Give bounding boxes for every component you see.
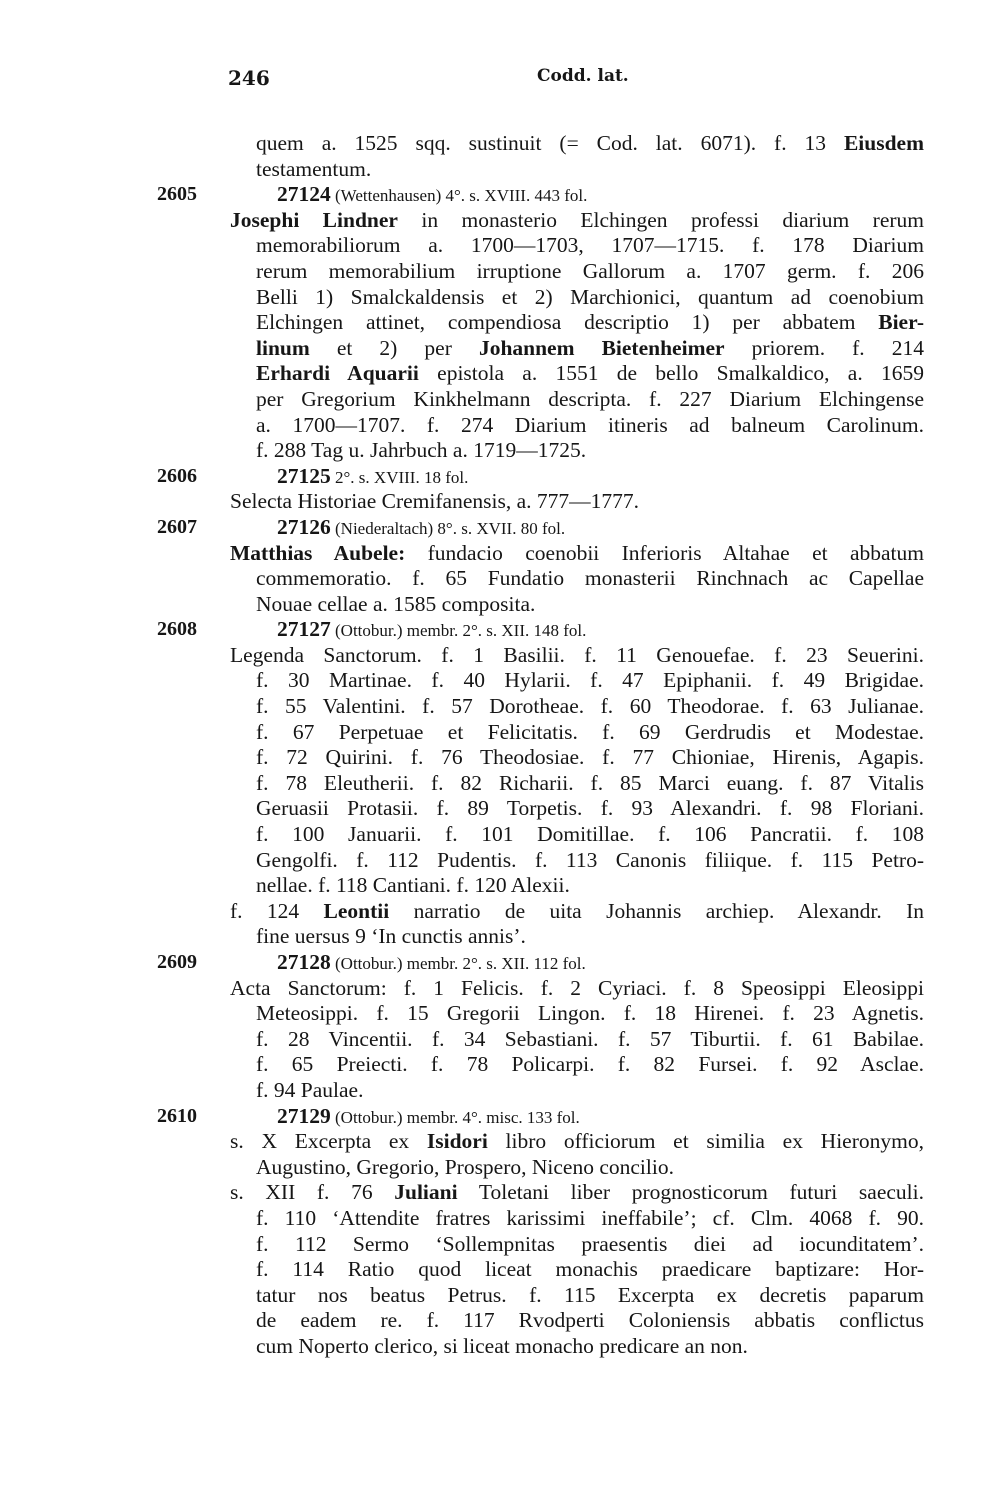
text-line [0,157,1000,183]
line-text: f. 67 Perpetuae et Felicitatis. f. 69 Gerdrudis et Modestae. [256,719,924,744]
text-line [0,489,1000,515]
text-line [0,541,1000,567]
line-text: Josephi Lindner in monasterio Elchingen professi diarium rerum [230,207,924,232]
text-line [0,899,1000,925]
bold-name: Matthias Aubele: [230,540,406,565]
text-line [0,336,1000,362]
shelfmark: 27129 [277,1103,331,1128]
text-line [0,1155,1000,1181]
bold-name: Bier- [878,310,924,335]
bold-name: Eiusdem [843,131,924,155]
text-line [0,745,1000,771]
entry-heading-line [0,182,1000,208]
line-text: f. 72 Quirini. f. 76 Theodosiae. f. 77 Chioniae, Hirenis, Agapis. [256,745,924,770]
line-text: Selecta Historiae Cremifanensis, a. 777—1777. [230,489,639,514]
shelfmark-details: (Ottobur.) membr. 2°. s. XII. 148 fol. [330,621,587,641]
shelfmark: 27124 [277,182,331,207]
text-line [0,848,1000,874]
text-line [0,720,1000,746]
text-line [0,1334,1000,1360]
line-text: memorabiliorum a. 1700—1703, 1707—1715. f. 178 Diarium [256,233,924,258]
page-number: 246 [228,66,270,90]
line-text: f. 78 Eleutherii. f. 82 Richarii. f. 85 Marci euang. f. 87 Vitalis [256,770,924,795]
entry-heading-line [0,617,1000,643]
text-line [0,694,1000,720]
text-line [0,1027,1000,1053]
entry-number: 2608 [157,618,197,641]
shelfmark-line [277,182,587,209]
line-text: s. X Excerpta ex Isidori libro officiorum et similia ex Hieronymo, [230,1129,924,1154]
text-line [0,1308,1000,1334]
text-line [0,1052,1000,1078]
shelfmark-details: 2°. s. XVIII. 18 fol. [330,467,469,487]
shelfmark-line [277,1104,580,1131]
text-line [0,208,1000,234]
bold-name: Johannem Bietenheimer [478,335,725,360]
line-text: f. 30 Martinae. f. 40 Hylarii. f. 47 Epiphanii. f. 49 Brigidae. [256,668,924,693]
shelfmark-line [277,515,565,542]
text-line [0,873,1000,899]
text-line [0,131,1000,157]
entry-number: 2609 [157,951,197,973]
entry-heading-line [0,515,1000,541]
entry-number: 2605 [157,183,197,206]
line-text: tatur nos beatus Petrus. f. 115 Excerpta ex decretis paparum [256,1282,924,1307]
text-line [0,361,1000,387]
line-text: quem a. 1525 sqq. sustinuit (= Cod. lat. 6071). f. 13 Eiusdem [256,131,924,155]
bold-name: linum [256,335,310,360]
line-text: s. XII f. 76 Juliani Toletani liber prognosticorum futuri saeculi. [230,1180,924,1205]
shelfmark: 27127 [277,617,331,642]
bold-name: Leontii [323,898,390,923]
line-text: f. 65 Preiecti. f. 78 Policarpi. f. 82 Fursei. f. 92 Asclae. [256,1052,924,1077]
running-title: Codd. lat. [537,66,629,86]
shelfmark: 27125 [277,463,331,488]
bold-name: Josephi Lindner [230,207,398,232]
running-head [0,66,1000,94]
line-text: Elchingen attinet, compendiosa descriptio 1) per abbatem Bier- [256,310,924,335]
line-text: Augustino, Gregorio, Prospero, Niceno concilio. [256,1154,674,1179]
shelfmark-line [277,464,468,491]
shelfmark-details: (Niederaltach) 8°. s. XVII. 80 fol. [330,518,566,538]
text-line [0,233,1000,259]
text-line [0,822,1000,848]
catalogue-text [0,131,1000,1360]
bold-name: Juliani [394,1180,458,1205]
line-text: de eadem re. f. 117 Rvodperti Coloniensis abbatis conflictus [256,1308,924,1333]
line-text: f. 114 Ratio quod liceat monachis praedicare baptizare: Hor- [256,1257,924,1282]
text-line [0,1001,1000,1027]
line-text: rerum memorabilium irruptione Gallorum a. 1707 germ. f. 206 [256,258,924,283]
line-text: a. 1700—1707. f. 274 Diarium itineris ad balneum Carolinum. [256,412,924,437]
text-line [0,924,1000,950]
text-line [0,310,1000,336]
text-line [0,1129,1000,1155]
entry-heading-line [0,1104,1000,1130]
text-line [0,259,1000,285]
shelfmark-details: (Wettenhausen) 4°. s. XVIII. 443 fol. [330,186,588,206]
shelfmark-line [277,950,586,977]
bold-name: Isidori [426,1129,488,1154]
entry-heading-line [0,950,1000,976]
line-text: testamentum. [256,156,372,181]
text-line [0,285,1000,311]
text-line [0,413,1000,439]
line-text: Nouae cellae a. 1585 composita. [256,591,536,616]
line-text: Acta Sanctorum: f. 1 Felicis. f. 2 Cyriaci. f. 8 Speosippi Eleosippi [230,975,924,1000]
line-text: nellae. f. 118 Cantiani. f. 120 Alexii. [256,873,570,898]
line-text: f. 112 Sermo ‘Sollempnitas praesentis diei ad iocunditatem’. [256,1231,924,1256]
shelfmark-line [277,617,586,644]
text-line [0,1232,1000,1258]
line-text: linum et 2) per Johannem Bietenheimer priorem. f. 214 [256,335,925,360]
shelfmark-details: (Ottobur.) membr. 4°. misc. 133 fol. [330,1107,580,1127]
shelfmark: 27126 [277,514,331,539]
text-line [0,1257,1000,1283]
text-line [0,1180,1000,1206]
line-text: Gengolfi. f. 112 Pudentis. f. 113 Canonis filiique. f. 115 Petro- [256,847,924,872]
line-text: cum Noperto clerico, si liceat monacho predicare an non. [256,1333,748,1358]
text-line [0,668,1000,694]
text-line [0,566,1000,592]
text-line [0,643,1000,669]
text-line [0,592,1000,618]
bold-name: Erhardi Aquarii [256,361,419,386]
line-text: f. 124 Leontii narratio de uita Johannis archiep. Alexandr. In [230,898,924,923]
entry-number: 2606 [157,464,197,487]
line-text: f. 288 Tag u. Jahrbuch a. 1719—1725. [256,438,587,463]
text-line [0,771,1000,797]
line-text: Legenda Sanctorum. f. 1 Basilii. f. 11 Genouefae. f. 23 Seuerini. [230,642,924,667]
text-line [0,1283,1000,1309]
line-text: Meteosippi. f. 15 Gregorii Lingon. f. 18 Hirenei. f. 23 Agnetis. [256,1001,924,1026]
line-text: Geruasii Protasii. f. 89 Torpetis. f. 93 Alexandri. f. 98 Floriani. [256,796,924,821]
shelfmark-details: (Ottobur.) membr. 2°. s. XII. 112 fol. [330,954,586,973]
entry-heading-line [0,464,1000,490]
line-text: f. 100 Januarii. f. 101 Domitillae. f. 106 Pancratii. f. 108 [256,822,924,847]
line-text: f. 55 Valentini. f. 57 Dorotheae. f. 60 Theodorae. f. 63 Julianae. [256,694,924,719]
line-text: commemoratio. f. 65 Fundatio monasterii Rinchnach ac Capellae [256,566,924,591]
line-text: f. 110 ‘Attendite fratres karissimi ineffabile’; cf. Clm. 4068 f. 90. [256,1205,924,1230]
text-line [0,1078,1000,1104]
text-line [0,1206,1000,1232]
text-line [0,976,1000,1002]
text-line [0,438,1000,464]
line-text: f. 28 Vincentii. f. 34 Sebastiani. f. 57 Tiburtii. f. 61 Babilae. [256,1026,924,1051]
line-text: Matthias Aubele: fundacio coenobii Inferioris Altahae et abbatum [230,540,924,565]
entry-number: 2610 [157,1104,197,1127]
line-text: per Gregorium Kinkhelmann descripta. f. 227 Diarium Elchingense [256,386,924,411]
line-text: Belli 1) Smalckaldensis et 2) Marchionici, quantum ad coenobium [256,284,924,309]
entry-number: 2607 [157,515,197,538]
line-text: fine uersus 9 ‘In cunctis annis’. [256,924,526,949]
line-text: f. 94 Paulae. [256,1077,364,1102]
shelfmark: 27128 [277,950,331,974]
text-line [0,796,1000,822]
line-text: Erhardi Aquarii epistola a. 1551 de bello Smalkaldico, a. 1659 [256,361,924,386]
text-line [0,387,1000,413]
